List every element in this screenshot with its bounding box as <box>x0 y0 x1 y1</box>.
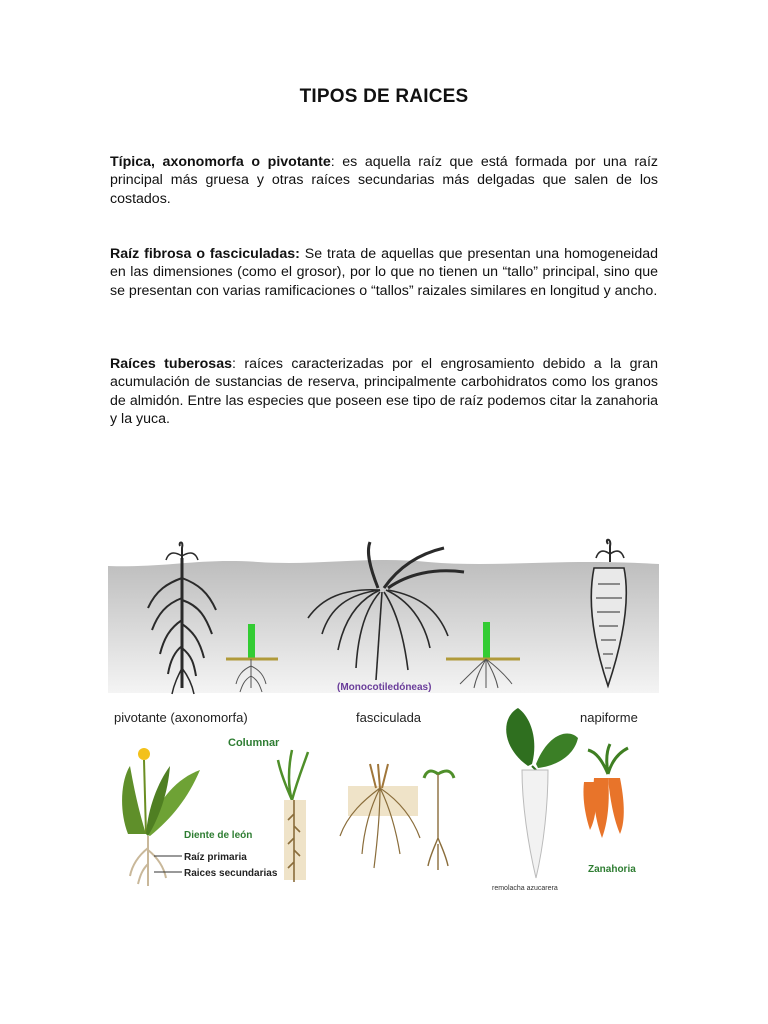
illustration-svg <box>108 538 659 896</box>
section-term: Raíces tuberosas <box>110 356 232 372</box>
label-pivotante: pivotante (axonomorfa) <box>114 710 248 725</box>
label-fasciculada: fasciculada <box>356 710 422 725</box>
root-types-illustration <box>108 538 659 896</box>
label-napiforme: napiforme <box>580 710 638 725</box>
section-term: Raíz fibrosa o fasciculadas: <box>110 246 300 262</box>
section-text: es aquella raíz que está formada por una raíz principal más gruesa y otras raíces secundarias más delgadas que salen de los costados. <box>110 154 658 207</box>
label-raices-secundarias: Raices secundarias <box>184 868 278 879</box>
section-fibrosa <box>110 245 658 300</box>
label-columnar: Columnar <box>228 737 280 749</box>
label-remolacha: remolacha azucarera <box>492 885 558 892</box>
label-raiz-primaria: Raíz primaria <box>184 852 247 863</box>
page-title: TIPOS DE RAICES <box>299 86 469 107</box>
soil-band <box>108 560 659 693</box>
section-text: Se trata de aquellas que presentan una homogeneidad en las dimensiones (como el grosor), por lo que no tienen un “tallo” principal, sino que se presentan con varias ramificaciones o “tallos” raizales similares en longitud y ancho. <box>110 246 658 299</box>
section-pivotante <box>110 153 658 208</box>
section-tuberosas <box>110 355 658 429</box>
label-monocot: (Monocotiledóneas) <box>337 682 432 693</box>
section-term: Típica, axonomorfa o pivotante <box>110 154 331 170</box>
label-zanahoria: Zanahoria <box>588 864 636 875</box>
label-diente: Diente de león <box>184 830 253 841</box>
section-separator: : <box>330 154 335 170</box>
section-text: raíces caracterizadas por el engrosamiento debido a la gran acumulación de sustancias de reserva, principalmente carbohidratos como los granos de almidón. Entre las especies que poseen ese tipo de raíz podemos citar la zanahoria y la yuca. <box>110 356 658 428</box>
section-separator: : <box>231 356 236 372</box>
